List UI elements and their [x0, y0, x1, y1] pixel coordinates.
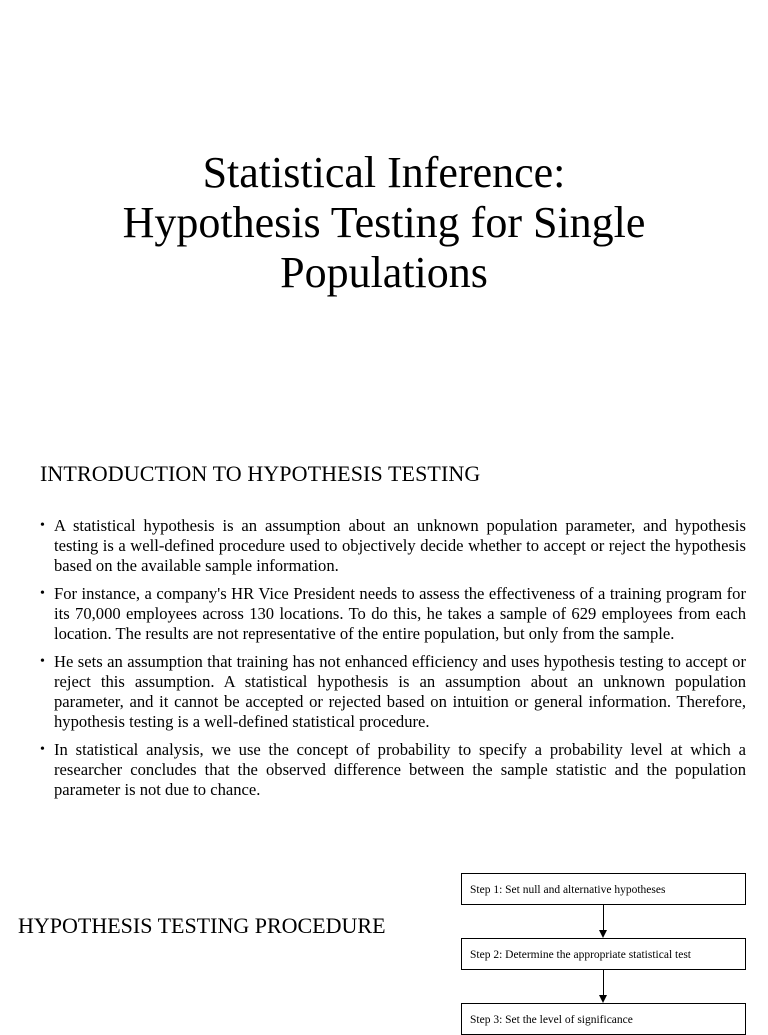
bullet-item: • In statistical analysis, we use the concept of probability to specify a probability level at which a researcher concludes that the observed difference between the sample statistic and the population parameter is not due to chance. [40, 740, 746, 800]
bullet-item: • He sets an assumption that training has not enhanced efficiency and uses hypothesis testing to accept or reject this assumption. A statistical hypothesis is an assumption about an unknown population parameter, and it cannot be accepted or rejected based on intuition or general information. Therefore, hypothesis testing is a well-defined statistical procedure. [40, 652, 746, 732]
flow-step-1: Step 1: Set null and alternative hypotheses [461, 873, 746, 905]
page-title [0, 148, 768, 298]
procedure-flowchart [461, 873, 746, 1035]
title-line: Statistical Inference: [202, 148, 566, 197]
down-arrow-icon [461, 970, 746, 1003]
intro-bullet-list [40, 516, 746, 808]
title-line: Hypothesis Testing for Single [122, 198, 646, 247]
bullet-item: • A statistical hypothesis is an assumption about an unknown population parameter, and hypothesis testing is a well-defined procedure used to objectively decide whether to accept or reject the hypothesis based on the available sample information. [40, 516, 746, 576]
title-line: Populations [280, 248, 488, 297]
bullet-item: • For instance, a company's HR Vice President needs to assess the effectiveness of a training program for its 70,000 employees across 130 locations. To do this, he takes a sample of 629 employees from each location. The results are not representative of the entire population, but only from the sample. [40, 584, 746, 644]
flow-step-3: Step 3: Set the level of significance [461, 1003, 746, 1035]
intro-heading: INTRODUCTION TO HYPOTHESIS TESTING [40, 461, 481, 486]
flow-step-2: Step 2: Determine the appropriate statistical test [461, 938, 746, 970]
procedure-heading: HYPOTHESIS TESTING PROCEDURE [18, 913, 386, 938]
down-arrow-icon [461, 905, 746, 938]
